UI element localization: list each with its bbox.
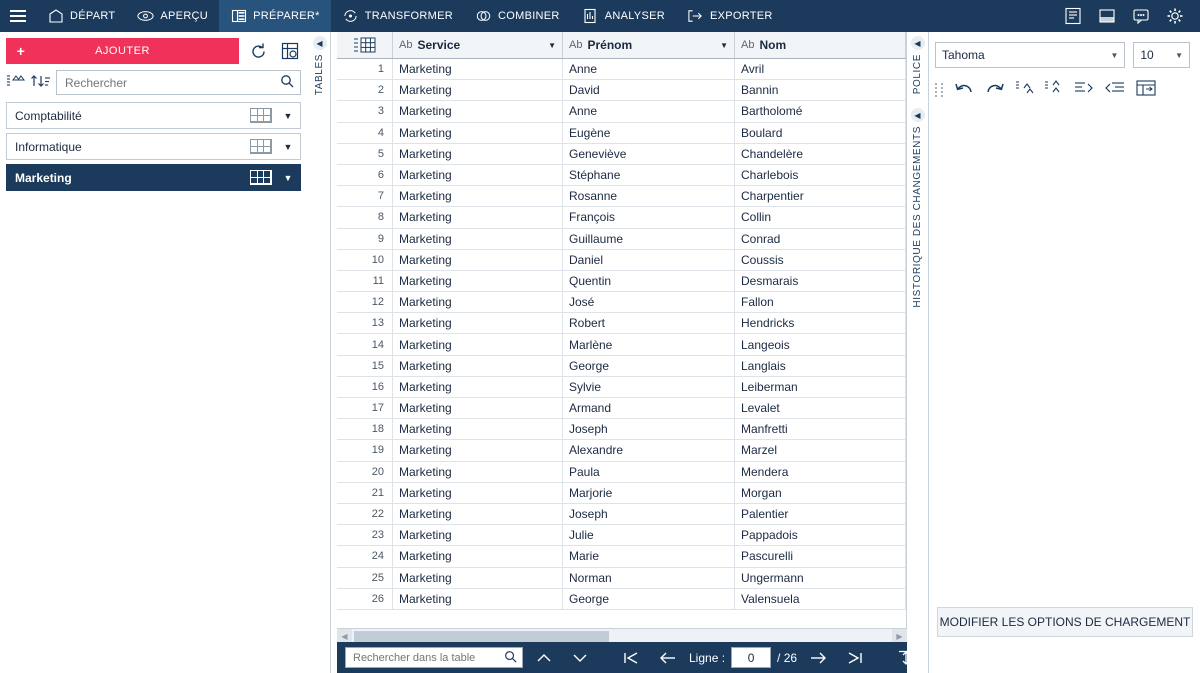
sort-arrow-icon[interactable]: ▼ [548,40,556,50]
row-number: 9 [337,229,393,249]
tables-search-row [6,70,301,95]
cell-service[interactable]: Marketing [393,292,563,312]
cell-service[interactable]: Marketing [393,377,563,397]
table-item-label: Comptabilité [15,108,82,123]
table-row[interactable] [337,271,906,292]
tables-search-box[interactable] [56,70,301,95]
cell-prenom[interactable]: Sylvie [563,377,735,397]
cell-nom[interactable]: Ungermann [735,568,906,588]
ribbon-tab-transformer[interactable] [331,0,464,32]
cell-prenom[interactable]: Joseph [563,419,735,439]
chevron-down-icon[interactable]: ▼ [283,110,293,121]
cell-prenom[interactable]: Norman [563,568,735,588]
table-item-comptabilite[interactable] [6,102,301,129]
data-grid [337,32,907,673]
cell-service[interactable]: Marketing [393,398,563,418]
right-rails [907,32,929,673]
gear-icon[interactable] [1158,0,1192,32]
cell-prenom[interactable]: Anne [563,59,735,79]
column-header-service[interactable] [393,32,563,58]
row-number: 19 [337,440,393,460]
table-grid-icon [250,170,272,185]
row-number: 22 [337,504,393,524]
font-size-value: 10 [1140,48,1154,62]
row-number: 11 [337,271,393,291]
cell-service[interactable]: Marketing [393,123,563,143]
chevron-down-icon[interactable]: ▼ [283,172,293,183]
chevron-down-icon[interactable]: ▼ [283,141,293,152]
row-number: 1 [337,59,393,79]
next-record-icon[interactable] [803,645,833,671]
scrollbar-thumb[interactable] [354,631,609,642]
tables-rail-label: TABLES [314,54,325,96]
ribbon-tab-label: EXPORTER [709,10,773,22]
cell-service[interactable]: Marketing [393,440,563,460]
ribbon-tab-label: TRANSFORMER [364,10,453,22]
cell-prenom[interactable]: Anne [563,101,735,121]
table-item-label: Marketing [15,170,72,185]
font-family-value: Tahoma [942,48,985,62]
row-number: 20 [337,462,393,482]
table-row[interactable] [337,59,906,80]
cell-nom[interactable]: Mendera [735,462,906,482]
table-grid-icon [250,108,272,123]
table-item-label: Informatique [15,139,82,154]
table-row[interactable] [337,589,906,610]
table-row[interactable] [337,377,906,398]
column-type-label: Ab [741,39,755,51]
row-total-label: / 26 [777,650,798,665]
window-icon[interactable] [1090,0,1124,32]
row-number: 8 [337,207,393,227]
plus-icon: + [16,43,26,59]
row-number: 13 [337,313,393,333]
select-all-icon[interactable] [337,32,393,58]
cell-nom[interactable]: Leiberman [735,377,906,397]
column-name-label: Service [417,38,461,52]
cell-service[interactable]: Marketing [393,462,563,482]
cell-prenom[interactable]: José [563,292,735,312]
table-row[interactable] [337,207,906,228]
cell-prenom[interactable]: Marlène [563,334,735,354]
table-row[interactable] [337,398,906,419]
row-number: 5 [337,144,393,164]
row-number: 2 [337,80,393,100]
cell-service[interactable]: Marketing [393,165,563,185]
cell-nom[interactable]: Desmarais [735,271,906,291]
drag-handle-icon[interactable] [935,82,944,98]
row-number: 12 [337,292,393,312]
cell-service[interactable]: Marketing [393,546,563,566]
cell-prenom[interactable]: Marjorie [563,483,735,503]
load-options-label: MODIFIER LES OPTIONS DE CHARGEMENT [939,615,1191,629]
eye-icon [137,8,154,25]
table-item-marketing[interactable] [6,164,301,191]
cell-nom[interactable]: Pascurelli [735,546,906,566]
cell-nom[interactable]: Levalet [735,398,906,418]
cell-service[interactable]: Marketing [393,250,563,270]
cell-nom[interactable]: Langeois [735,334,906,354]
export-icon [687,8,704,25]
grid-header-row [337,32,906,59]
cell-service[interactable]: Marketing [393,59,563,79]
ribbon-tab-exporter[interactable] [676,0,784,32]
collapse-police-panel-icon[interactable]: ◀ [911,36,925,50]
table-row[interactable] [337,250,906,271]
font-size-select[interactable] [1133,42,1190,68]
cell-nom[interactable]: Pappadois [735,525,906,545]
ribbon-tab-label: ANALYSER [604,10,665,22]
settings-grid-icon[interactable] [277,38,303,64]
table-row[interactable] [337,525,906,546]
cell-service[interactable]: Marketing [393,271,563,291]
cell-service[interactable]: Marketing [393,568,563,588]
ribbon-items [0,0,784,32]
chevron-down-icon[interactable]: ▼ [1175,50,1183,60]
table-row[interactable] [337,101,906,122]
cell-nom[interactable]: Charpentier [735,186,906,206]
collapse-history-panel-icon[interactable]: ◀ [911,108,925,122]
cell-nom[interactable]: Fallon [735,292,906,312]
row-number: 23 [337,525,393,545]
ribbon-tab-label: COMBINER [498,10,560,22]
chat-icon[interactable] [1124,0,1158,32]
history-toolbar [929,68,1200,101]
ribbon-tab-label: PRÉPARER* [253,10,320,22]
cell-nom[interactable]: Charlebois [735,165,906,185]
ribbon-tab-analyser[interactable] [571,0,676,32]
table-row[interactable] [337,144,906,165]
cell-nom[interactable]: Coussis [735,250,906,270]
row-number: 25 [337,568,393,588]
cell-nom[interactable]: Bartholomé [735,101,906,121]
cell-service[interactable]: Marketing [393,419,563,439]
cell-prenom[interactable]: Quentin [563,271,735,291]
chevron-down-icon[interactable]: ▼ [1110,50,1119,60]
row-number: 26 [337,589,393,609]
cell-prenom[interactable]: François [563,207,735,227]
row-number: 10 [337,250,393,270]
table-row[interactable] [337,483,906,504]
chevron-up-icon[interactable] [529,645,559,671]
font-row [929,32,1200,68]
first-record-icon[interactable] [617,645,647,671]
row-number: 4 [337,123,393,143]
columns-icon [230,8,247,25]
home-icon [47,8,64,25]
ribbon-tab-preparer[interactable] [219,0,331,32]
cell-service[interactable]: Marketing [393,207,563,227]
cell-prenom[interactable]: Alexandre [563,440,735,460]
align-right-icon[interactable] [1104,79,1126,100]
ribbon-tab-label: APERÇU [160,10,209,22]
cell-prenom[interactable]: Paula [563,462,735,482]
hamburger-icon[interactable] [0,0,36,32]
scroll-right-icon[interactable]: ▶ [892,629,907,644]
cell-nom[interactable]: Collin [735,207,906,227]
row-number: 24 [337,546,393,566]
column-type-label: Ab [569,39,583,51]
indent-decrease-icon[interactable] [1015,79,1035,100]
indent-increase-icon[interactable] [1044,79,1064,100]
cell-service[interactable]: Marketing [393,334,563,354]
tables-panel [0,32,307,673]
table-grid-icon [250,139,272,154]
cell-nom[interactable]: Chandelère [735,144,906,164]
column-name-label: Nom [759,38,787,52]
cell-prenom[interactable]: Joseph [563,504,735,524]
ribbon-tab-apercu[interactable] [126,0,219,32]
cell-nom[interactable]: Manfretti [735,419,906,439]
refresh-icon[interactable] [245,38,271,64]
cell-service[interactable]: Marketing [393,504,563,524]
grid-body[interactable] [337,59,906,643]
cell-nom[interactable]: Boulard [735,123,906,143]
table-row[interactable] [337,123,906,144]
cell-nom[interactable]: Morgan [735,483,906,503]
align-left-icon[interactable] [1073,79,1095,100]
formatting-panel [929,32,1200,673]
police-rail-label: POLICE [912,54,923,95]
row-number: 17 [337,398,393,418]
table-row[interactable] [337,313,906,334]
tables-rail [309,32,331,673]
cell-prenom[interactable]: Robert [563,313,735,333]
row-label: Ligne : [689,650,726,665]
cell-service[interactable]: Marketing [393,483,563,503]
cell-prenom[interactable]: Rosanne [563,186,735,206]
cell-nom[interactable]: Langlais [735,356,906,376]
wrap-text-icon[interactable] [1135,79,1157,100]
search-icon[interactable] [280,74,294,91]
cell-prenom[interactable]: George [563,589,735,609]
sort-group-icon[interactable] [6,73,26,92]
font-family-select[interactable] [935,42,1125,68]
cell-prenom[interactable]: George [563,356,735,376]
ribbon-tab-combiner[interactable] [464,0,571,32]
cell-nom[interactable]: Hendricks [735,313,906,333]
table-row[interactable] [337,80,906,101]
search-icon[interactable] [504,650,517,666]
cell-prenom[interactable]: Daniel [563,250,735,270]
column-name-label: Prénom [587,38,633,52]
history-rail-label: HISTORIQUE DES CHANGEMENTS [912,126,923,308]
cell-prenom[interactable]: Guillaume [563,229,735,249]
cell-service[interactable]: Marketing [393,313,563,333]
table-row[interactable] [337,356,906,377]
table-row[interactable] [337,419,906,440]
row-number: 21 [337,483,393,503]
cell-nom[interactable]: Marzel [735,440,906,460]
table-row[interactable] [337,334,906,355]
row-number-input[interactable]: 0 [731,647,771,668]
cell-prenom[interactable]: Eugène [563,123,735,143]
row-number: 3 [337,101,393,121]
row-number: 16 [337,377,393,397]
cell-prenom[interactable]: Geneviève [563,144,735,164]
table-row[interactable] [337,440,906,461]
cell-nom[interactable]: Valensuela [735,589,906,609]
table-row[interactable] [337,568,906,589]
redo-icon[interactable] [984,78,1006,101]
column-header-nom[interactable] [735,32,906,58]
ribbon-tab-label: DÉPART [70,10,116,22]
cell-service[interactable]: Marketing [393,144,563,164]
table-row[interactable] [337,504,906,525]
column-type-label: Ab [399,39,413,51]
table-item-informatique[interactable] [6,133,301,160]
row-number: 14 [337,334,393,354]
column-header-prenom[interactable] [563,32,735,58]
table-row[interactable] [337,165,906,186]
merge-icon [475,8,492,25]
table-row[interactable] [337,229,906,250]
report-icon[interactable] [1056,0,1090,32]
cell-service[interactable]: Marketing [393,589,563,609]
cell-prenom[interactable]: Armand [563,398,735,418]
cell-nom[interactable]: Conrad [735,229,906,249]
analyze-icon [582,8,599,25]
collapse-left-panel-icon[interactable]: ◀ [313,36,327,50]
table-search-box[interactable] [345,647,523,668]
ribbon-tab-depart[interactable] [36,0,126,32]
cell-service[interactable]: Marketing [393,80,563,100]
row-number: 15 [337,356,393,376]
row-number: 18 [337,419,393,439]
scroll-left-icon[interactable]: ◀ [337,629,352,644]
sort-arrow-icon[interactable]: ▼ [720,40,728,50]
search-input[interactable] [63,75,280,91]
cell-prenom[interactable]: Stéphane [563,165,735,185]
prev-record-icon[interactable] [653,645,683,671]
table-row[interactable] [337,292,906,313]
cell-service[interactable]: Marketing [393,229,563,249]
table-row[interactable] [337,186,906,207]
cell-prenom[interactable]: Marie [563,546,735,566]
row-number: 6 [337,165,393,185]
load-options-button[interactable] [937,607,1193,637]
undo-icon[interactable] [953,78,975,101]
cell-prenom[interactable]: Julie [563,525,735,545]
grid-horizontal-scrollbar[interactable] [337,628,907,643]
table-row[interactable] [337,546,906,567]
cell-service[interactable]: Marketing [393,186,563,206]
add-table-label: AJOUTER [95,45,150,57]
cell-service[interactable]: Marketing [393,525,563,545]
sort-buttons [6,73,56,92]
cell-service[interactable]: Marketing [393,101,563,121]
last-record-icon[interactable] [839,645,869,671]
ribbon-right-icons [1056,0,1200,32]
chevron-down-icon[interactable] [565,645,595,671]
transform-icon [342,8,359,25]
sort-az-icon[interactable] [29,73,51,92]
cell-nom[interactable]: Avril [735,59,906,79]
cell-nom[interactable]: Bannin [735,80,906,100]
table-row[interactable] [337,462,906,483]
top-ribbon [0,0,1200,32]
table-search-input[interactable] [351,651,504,665]
cell-nom[interactable]: Palentier [735,504,906,524]
cell-prenom[interactable]: David [563,80,735,100]
cell-service[interactable]: Marketing [393,356,563,376]
row-number: 7 [337,186,393,206]
add-table-button[interactable] [6,38,239,64]
